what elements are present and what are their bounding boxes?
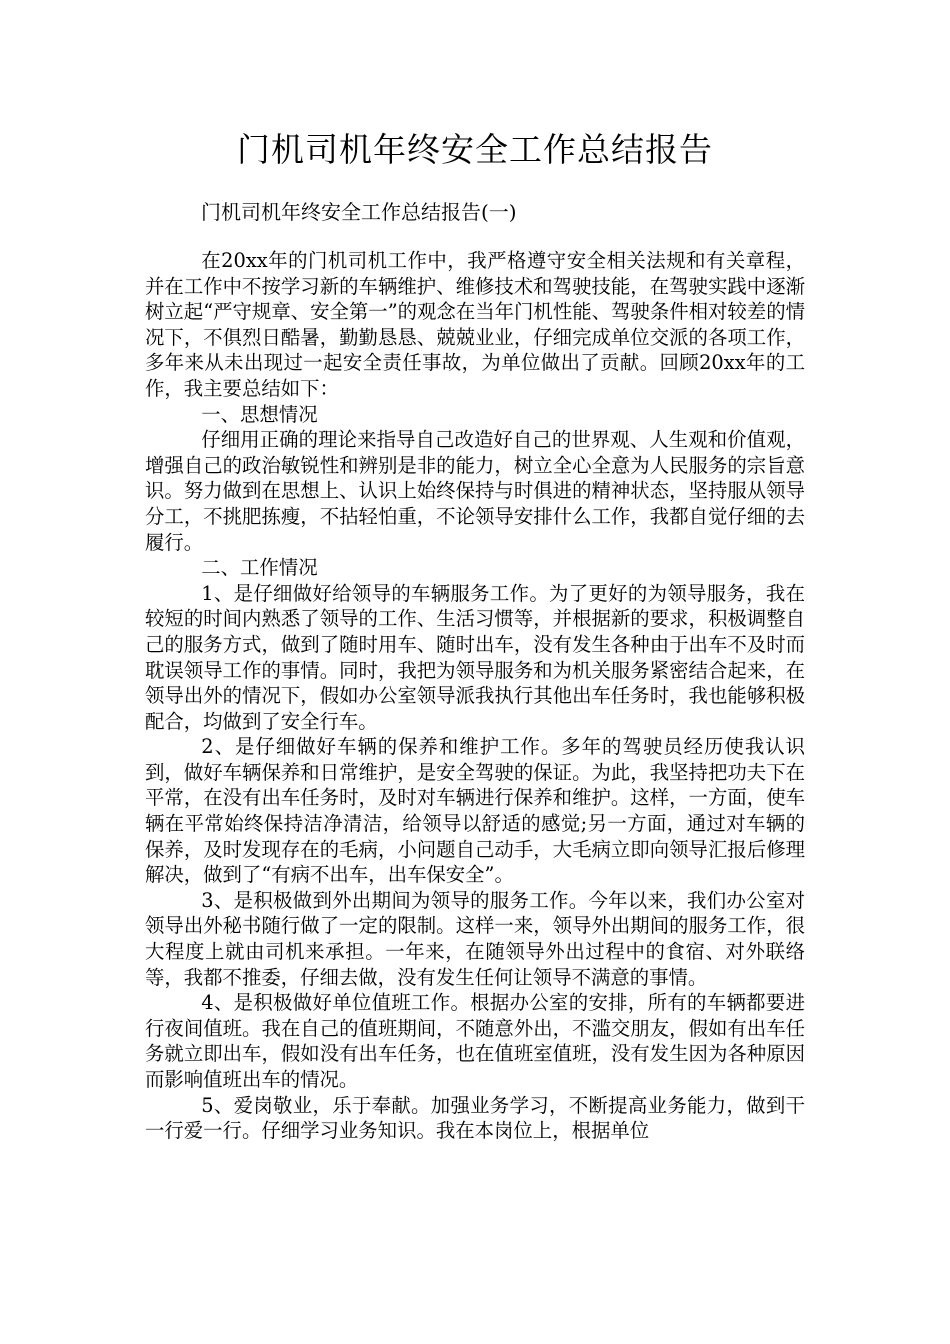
section-heading-work: 二、工作情况 <box>201 556 318 580</box>
paragraph-thought: 仔细用正确的理论来指导自己改造好自己的世界观、人生观和价值观，增强自己的政治敏锐性和辨别是非的能力，树立全心全意为人民服务的宗旨意识。努力做到在思想上、认识上始终保持与时俱进的精神状态，坚持服从领导分工，不挑肥拣瘦，不拈轻怕重，不论领导安排什么工作，我都自觉仔细的去履行。 <box>145 428 805 554</box>
section-heading-thought: 一、思想情况 <box>201 402 318 426</box>
paragraph-work-1: 1、是仔细做好给领导的车辆服务工作。为了更好的为领导服务，我在较短的时间内熟悉了领导的工作、生活习惯等，并根据新的要求，积极调整自己的服务方式，做到了随时用车、随时出车，没有发生各种由于出车不及时而耽误领导工作的事情。同时，我把为领导服务和为机关服务紧密结合起来，在领导出外的情况下，假如办公室领导派我执行其他出车任务时，我也能够积极配合，均做到了安全行车。 <box>145 581 805 733</box>
paragraph-work-2: 2、是仔细做好车辆的保养和维护工作。多年的驾驶员经历使我认识到，做好车辆保养和日常维护，是安全驾驶的保证。为此，我坚持把功夫下在平常，在没有出车任务时，及时对车辆进行保养和维护。这样，一方面，使车辆在平常始终保持洁净清洁，给领导以舒适的感觉;另一方面，通过对车辆的保养，及时发现存在的毛病，小问题自己动手，大毛病立即向领导汇报后修理解决，做到了“有病不出车，出车保安全”。 <box>145 735 805 887</box>
document-body <box>145 248 805 1144</box>
paragraph-intro: 在20xx年的门机司机工作中，我严格遵守安全相关法规和有关章程，并在工作中不按学习新的车辆维护、维修技术和驾驶技能，在驾驶实践中逐渐树立起“严守规章、安全第一”的观念在当年门机性能、驾驶条件相对较差的情况下，不俱烈日酷暑，勤勤恳恳、兢兢业业，仔细完成单位交派的各项工作，多年来从未出现过一起安全责任事故，为单位做出了贡献。回顾20xx年的工作，我主要总结如下： <box>145 249 805 400</box>
paragraph-work-4: 4、是积极做好单位值班工作。根据办公室的安排，所有的车辆都要进行夜间值班。我在自己的值班期间，不随意外出，不滥交朋友，假如有出车任务就立即出车，假如没有出车任务，也在值班室值班，没有发生因为各种原因而影响值班出车的情况。 <box>145 991 805 1091</box>
paragraph-work-5: 5、爱岗敬业，乐于奉献。加强业务学习，不断提高业务能力，做到干一行爱一行。仔细学习业务知识。我在本岗位上，根据单位 <box>145 1093 805 1143</box>
document-title: 门机司机年终安全工作总结报告 <box>237 130 713 169</box>
paragraph-work-3: 3、是积极做到外出期间为领导的服务工作。今年以来，我们办公室对领导出外秘书随行做了一定的限制。这样一来，领导外出期间的服务工作，很大程度上就由司机来承担。一年来，在随领导外出过程中的食宿、对外联络等，我都不推委，仔细去做，没有发生任何让领导不满意的事情。 <box>145 888 805 989</box>
document-subtitle: 门机司机年终安全工作总结报告(一) <box>201 200 517 224</box>
